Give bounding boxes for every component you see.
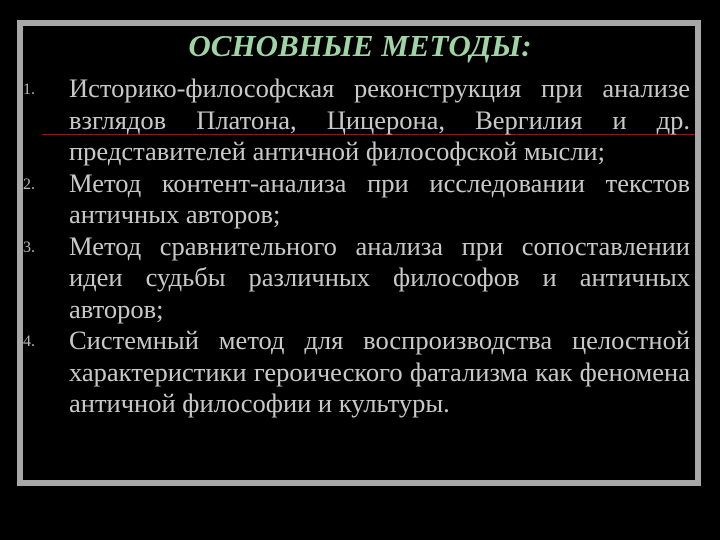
list-item-3: [23, 231, 695, 326]
list-item-text: Метод контент-анализа при исследовании текстов античных авторов;: [69, 167, 690, 229]
list-item-4: [23, 325, 695, 420]
slide-title: ОСНОВНЫЕ МЕТОДЫ:: [188, 28, 532, 63]
list-item-1: [23, 73, 695, 168]
methods-list: [23, 73, 695, 420]
list-item-number: 2.: [23, 175, 35, 193]
list-item-number: 1.: [23, 81, 35, 98]
list-item-text: Историко-философская реконструкция при анализе взглядов Платона, Цицерона, Вергилия и др. представителей античной философской мысли;: [69, 73, 690, 166]
list-item-text: Системный метод для воспроизводства целостной характеристики героического фатализма как феномена античной философии и культуры.: [69, 325, 690, 418]
list-item-text: Метод сравнительного анализа при сопоставлении идеи судьбы различных философов и античных авторов;: [69, 230, 690, 324]
list-item-number: 3.: [23, 238, 35, 256]
list-item-number: 4.: [23, 333, 35, 350]
list-item-2: [23, 168, 695, 231]
